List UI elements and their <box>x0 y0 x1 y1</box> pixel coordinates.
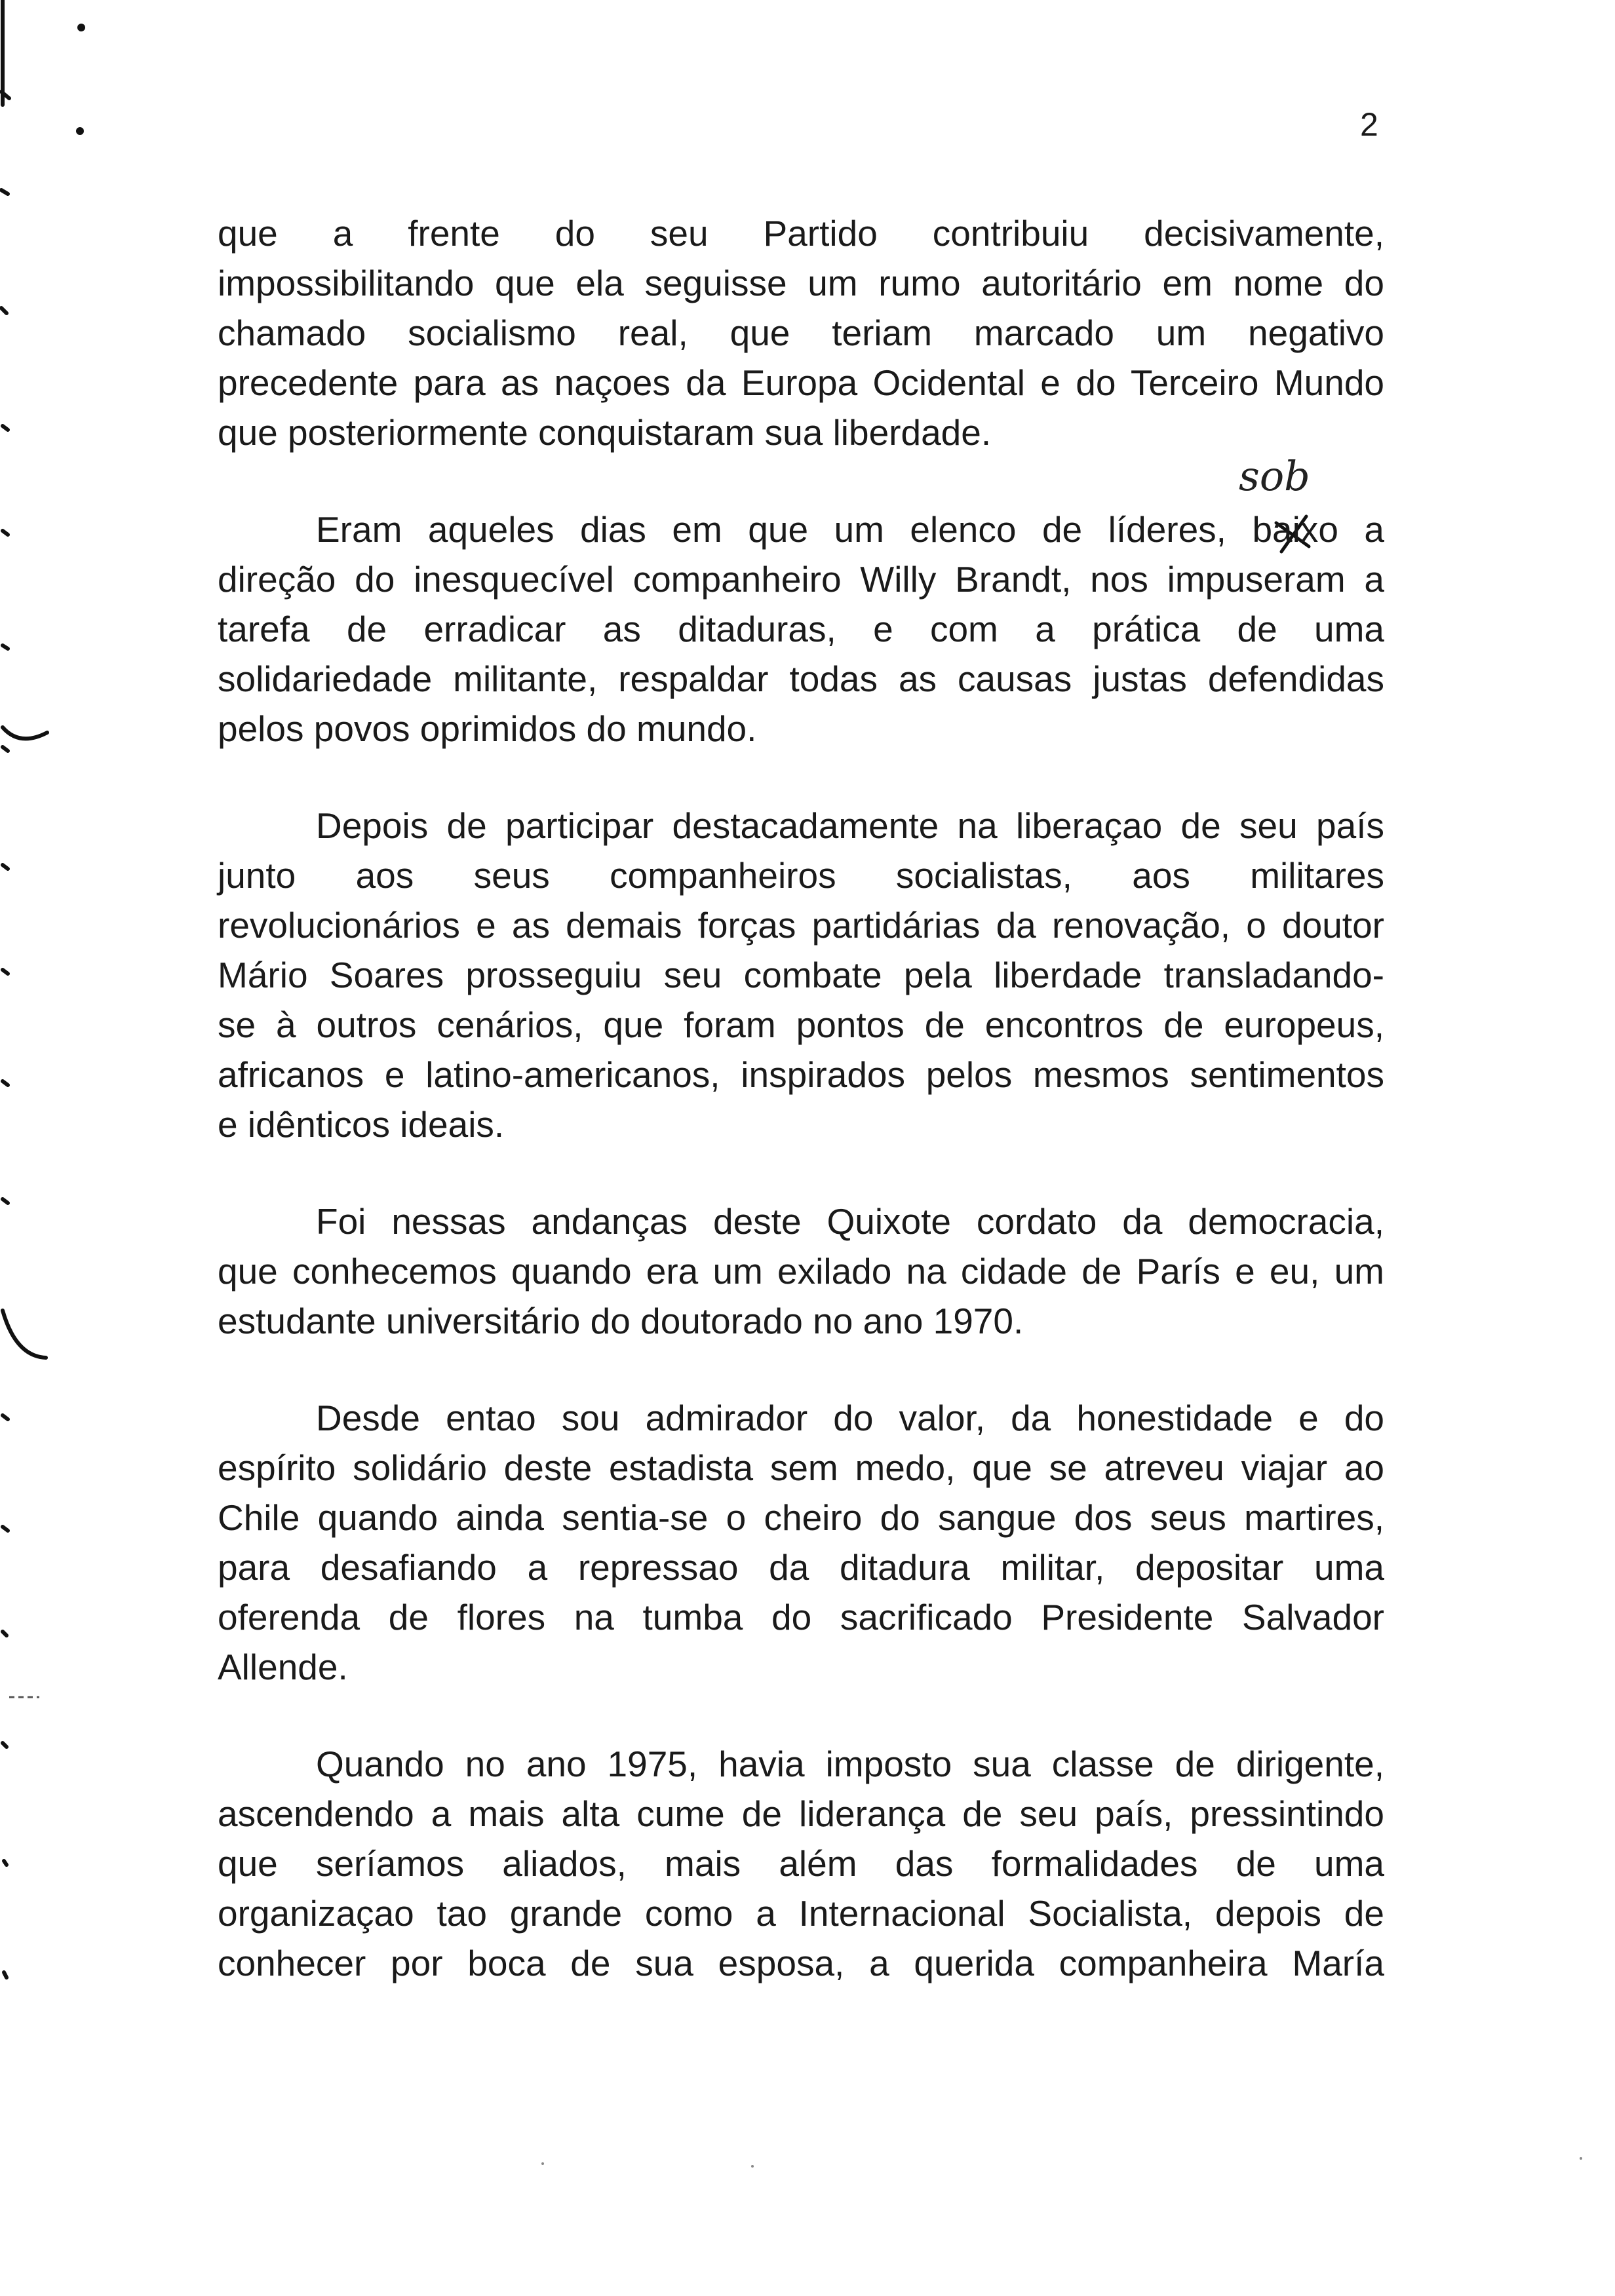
scan-speck <box>751 2165 754 2168</box>
paragraph-4-line-1: Foi nessas andanças deste Quixote cordato da democracia, <box>316 1201 1384 1242</box>
paragraph-6-line-3: que seríamos aliados, mais além das formalidades de uma <box>218 1843 1384 1884</box>
paragraph-2-line-4: solidariedade militante, respaldar todas as causas justas defendidas <box>218 659 1384 699</box>
paragraph-3-line-3: revolucionários e as demais forças partidárias da renovação, o doutor <box>218 905 1384 946</box>
page-number: 2 <box>1360 106 1378 143</box>
paragraph-6-line-1: Quando no ano 1975, havia imposto sua classe de dirigente, <box>316 1744 1384 1784</box>
scan-edge-marks <box>0 0 92 2296</box>
paragraph-1-line-4: precedente para as naçoes da Europa Ocidental e do Terceiro Mundo <box>218 362 1384 403</box>
handwritten-correction: sob <box>1239 452 1310 500</box>
scan-speck <box>541 2162 544 2165</box>
paragraph-6-line-4: organizaçao tao grande como a Internacional Socialista, depois de <box>218 1893 1384 1934</box>
paragraph-5-line-3: Chile quando ainda sentia-se o cheiro do sangue dos seus martires, <box>218 1497 1384 1538</box>
paragraph-2-line-5: pelos povos oprimidos do mundo. <box>218 708 757 749</box>
paragraph-5-line-1: Desde entao sou admirador do valor, da honestidade e do <box>316 1398 1384 1438</box>
paragraph-3-line-5: se à outros cenários, que foram pontos de encontros de europeus, <box>218 1004 1384 1045</box>
paragraph-3-line-2: junto aos seus companheiros socialistas, aos militares <box>218 855 1384 896</box>
paragraph-3-line-6: africanos e latino-americanos, inspirados pelos mesmos sentimentos <box>218 1054 1384 1095</box>
paragraph-2-line-3: tarefa de erradicar as ditaduras, e com a prática de uma <box>218 609 1384 649</box>
paragraph-6-line-2: ascendendo a mais alta cume de liderança de seu país, pressintindo <box>218 1793 1384 1834</box>
paragraph-5-line-6: Allende. <box>218 1647 348 1687</box>
paragraph-1-line-5: que posteriormente conquistaram sua liberdade. <box>218 412 992 453</box>
scan-speck <box>1580 2157 1582 2160</box>
paragraph-5-line-4: para desafiando a repressao da ditadura militar, depositar uma <box>218 1547 1384 1588</box>
paragraph-5-line-2: espírito solidário deste estadista sem medo, que se atreveu viajar ao <box>218 1447 1384 1488</box>
paragraph-2-line-1: Eram aqueles dias em que um elenco de líderes, baixo a <box>316 509 1384 550</box>
paragraph-3-line-1: Depois de participar destacadamente na liberaçao de seu país <box>316 805 1384 846</box>
paragraph-1-line-2: impossibilitando que ela seguisse um rumo autoritário em nome do <box>218 263 1384 303</box>
paragraph-4-line-2: que conhecemos quando era um exilado na cidade de París e eu, um <box>218 1251 1384 1292</box>
paragraph-6-line-5: conhecer por boca de sua esposa, a querida companheira María <box>218 1943 1384 1983</box>
paragraph-1-line-3: chamado socialismo real, que teriam marcado um negativo <box>218 313 1384 353</box>
paragraph-3-line-7: e idênticos ideais. <box>218 1104 505 1145</box>
paragraph-5-line-5: oferenda de flores na tumba do sacrificado Presidente Salvador <box>218 1597 1384 1637</box>
paragraph-4-line-3: estudante universitário do doutorado no ano 1970. <box>218 1301 1024 1341</box>
paragraph-3-line-4: Mário Soares prosseguiu seu combate pela liberdade transladando- <box>218 955 1384 995</box>
paragraph-2-line-2: direção do inesquecível companheiro Willy Brandt, nos impuseram a <box>218 559 1384 600</box>
paragraph-1-line-1: que a frente do seu Partido contribuiu decisivamente, <box>218 213 1384 254</box>
